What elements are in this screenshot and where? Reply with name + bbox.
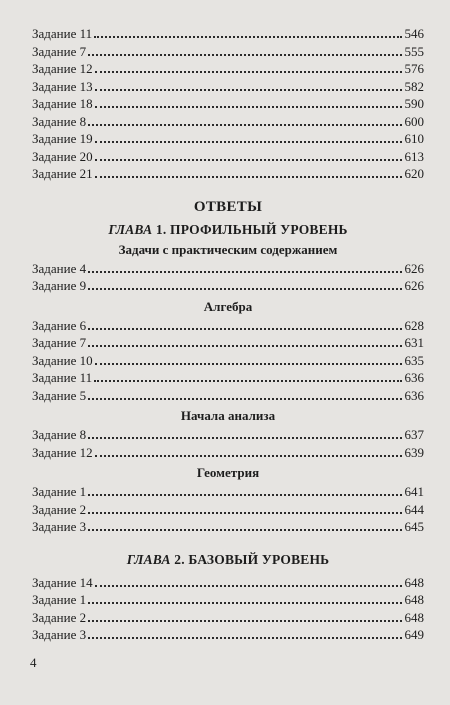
toc-entry[interactable] <box>32 129 424 147</box>
toc-entry[interactable] <box>32 500 424 518</box>
entry-label: Задание 10 <box>32 352 93 368</box>
dot-leader <box>95 94 402 108</box>
dot-leader <box>95 573 402 587</box>
entry-label: Задание 11 <box>32 370 93 385</box>
entry-label: Задание 9 <box>32 278 87 293</box>
entry-page: 637 <box>404 427 424 442</box>
entry-label: Задание 19 <box>32 131 93 146</box>
dot-leader <box>95 351 402 365</box>
entry-page: 648 <box>404 592 424 607</box>
toc-entry[interactable] <box>32 112 424 130</box>
entry-page: 555 <box>404 43 424 59</box>
toc-entry[interactable] <box>32 147 424 165</box>
entry-label: Задание 2 <box>32 501 87 517</box>
entry-label: Задание 21 <box>32 166 93 181</box>
entry-page: 636 <box>404 370 424 385</box>
dot-leader <box>88 112 401 126</box>
entry-page: 644 <box>404 501 424 517</box>
toc-entry[interactable] <box>32 368 424 386</box>
entry-page: 628 <box>404 317 424 333</box>
entry-page: 576 <box>404 61 424 76</box>
dot-leader <box>88 42 401 56</box>
entry-page: 645 <box>404 519 424 534</box>
dot-leader <box>88 482 401 496</box>
dot-leader <box>88 259 401 273</box>
toc-entry[interactable] <box>32 24 424 42</box>
dot-leader <box>94 368 401 382</box>
entry-page: 590 <box>404 96 424 111</box>
entry-page: 641 <box>404 484 424 499</box>
toc-entry[interactable] <box>32 333 424 351</box>
toc-entry[interactable] <box>32 259 424 277</box>
dot-leader <box>94 24 401 38</box>
toc-entry[interactable] <box>32 482 424 500</box>
chapter-title: 2. БАЗОВЫЙ УРОВЕНЬ <box>174 551 330 567</box>
entry-page: 631 <box>404 335 424 350</box>
entry-label: Задание 4 <box>32 260 87 276</box>
entry-label: Задание 18 <box>32 96 93 111</box>
dot-leader <box>88 517 401 531</box>
chapter-prefix: ГЛАВА <box>108 221 153 237</box>
entry-page: 613 <box>404 148 424 164</box>
toc-entry[interactable] <box>32 164 424 182</box>
entry-label: Задание 12 <box>32 61 93 76</box>
toc-entry[interactable] <box>32 42 424 60</box>
entry-label: Задание 7 <box>32 43 87 59</box>
entry-label: Задание 11 <box>32 26 93 41</box>
entry-page: 626 <box>404 260 424 276</box>
entry-label: Задание 7 <box>32 335 87 350</box>
entry-page: 635 <box>404 352 424 368</box>
toc-entry[interactable] <box>32 443 424 461</box>
dot-leader <box>88 386 401 400</box>
chapter-prefix: ГЛАВА <box>126 551 171 567</box>
section-heading: Алгебра <box>203 298 253 314</box>
toc-entry[interactable] <box>32 590 424 608</box>
dot-leader <box>88 316 401 330</box>
dot-leader <box>95 129 402 143</box>
entry-label: Задание 3 <box>32 519 87 534</box>
dot-leader <box>95 147 402 161</box>
entry-page: 649 <box>404 627 424 642</box>
entry-page: 610 <box>404 131 424 146</box>
toc-entry[interactable] <box>32 276 424 294</box>
dot-leader <box>88 625 401 639</box>
entry-page: 600 <box>404 113 424 129</box>
entry-page: 636 <box>404 387 424 403</box>
dot-leader <box>88 608 401 622</box>
entry-page: 546 <box>404 26 424 41</box>
entry-label: Задание 5 <box>32 387 87 403</box>
entry-label: Задание 13 <box>32 78 93 94</box>
dot-leader <box>95 59 402 73</box>
entry-page: 620 <box>404 166 424 181</box>
toc-entry[interactable] <box>32 608 424 626</box>
entry-page: 648 <box>404 609 424 625</box>
toc-top-list <box>32 24 424 182</box>
entry-label: Задание 8 <box>32 427 87 442</box>
dot-leader <box>95 164 402 178</box>
chapter-1-heading <box>32 221 424 241</box>
toc-entry[interactable] <box>32 517 424 535</box>
entry-page: 582 <box>404 78 424 94</box>
entry-label: Задание 1 <box>32 484 87 499</box>
section-heading: Геометрия <box>196 465 260 480</box>
toc-entry[interactable] <box>32 94 424 112</box>
toc-entry[interactable] <box>32 351 424 369</box>
toc-entry[interactable] <box>32 573 424 591</box>
dot-leader <box>95 77 402 91</box>
chapter-title: 1. ПРОФИЛЬНЫЙ УРОВЕНЬ <box>155 221 348 237</box>
dot-leader <box>88 333 401 347</box>
entry-label: Задание 2 <box>32 609 87 625</box>
entry-label: Задание 1 <box>32 592 87 607</box>
dot-leader <box>88 500 401 514</box>
entry-page: 648 <box>404 574 424 590</box>
toc-entry[interactable] <box>32 77 424 95</box>
dot-leader <box>95 443 402 457</box>
toc-entry[interactable] <box>32 386 424 404</box>
page-number: 4 <box>30 655 37 670</box>
dot-leader <box>88 276 401 290</box>
entry-label: Задание 8 <box>32 113 87 129</box>
entry-label: Задание 14 <box>32 574 93 590</box>
toc-entry[interactable] <box>32 625 424 643</box>
table-of-contents <box>32 24 424 643</box>
entry-page: 626 <box>404 278 424 293</box>
dot-leader <box>88 425 401 439</box>
dot-leader <box>88 590 401 604</box>
entry-label: Задание 20 <box>32 148 93 164</box>
entry-page: 639 <box>404 444 424 460</box>
toc-entry[interactable] <box>32 425 424 443</box>
entry-label: Задание 3 <box>32 627 87 642</box>
entry-label: Задание 12 <box>32 444 93 460</box>
answers-heading: ОТВЕТЫ <box>193 198 263 215</box>
section-heading: Начала анализа <box>180 408 276 423</box>
toc-entry[interactable] <box>32 316 424 334</box>
entry-label: Задание 6 <box>32 317 87 333</box>
chapter-2-heading <box>32 551 424 573</box>
toc-entry[interactable] <box>32 59 424 77</box>
section-heading: Задачи с практическим содержанием <box>118 241 338 257</box>
